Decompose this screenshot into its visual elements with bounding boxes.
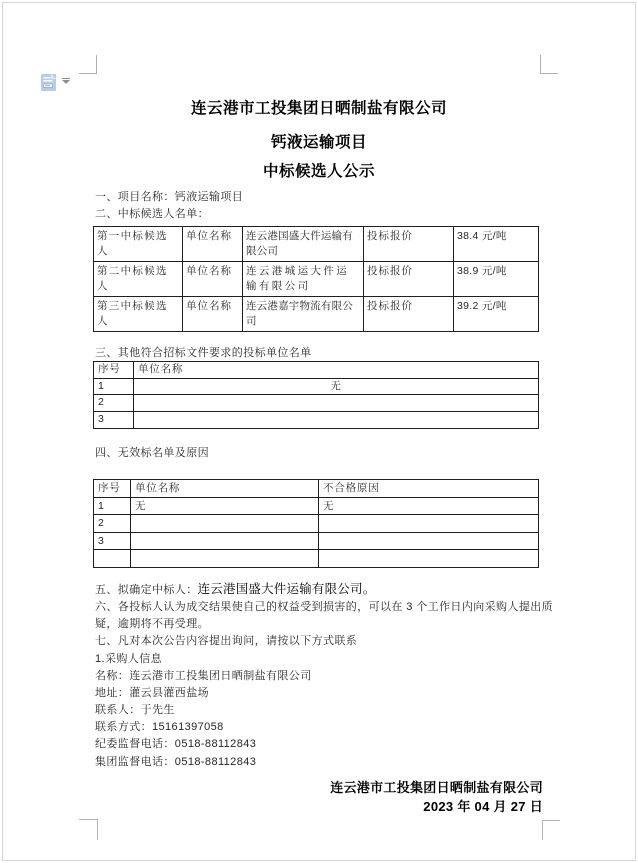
section-4-heading: 四、无效标名单及原因 (95, 447, 209, 459)
header-unit: 单位名称 (131, 480, 319, 498)
table-header-row (94, 480, 539, 498)
table-row (94, 227, 539, 262)
invalid-bids-table (93, 479, 539, 568)
crop-mark-top-left (79, 55, 97, 74)
cell-company: 连云港城运大件运输有限公司 (243, 262, 364, 297)
cell-price: 38.9 元/吨 (454, 262, 539, 297)
table-row (94, 395, 539, 412)
cell-company: 连云港嘉宇物流有限公司 (243, 297, 364, 332)
cell-company: 连云港国盛大件运输有限公司 (243, 227, 364, 262)
cell-price-label: 投标报价 (364, 297, 454, 332)
cell-no: 3 (94, 532, 131, 550)
doc-title-company: 连云港市工投集团日晒制盐有限公司 (190, 100, 447, 117)
crop-mark-bottom-right (542, 820, 560, 840)
table-row (94, 262, 539, 297)
cell-reason (319, 532, 539, 550)
section-5-confirmed-winner: 五、拟确定中标人：连云港国盛大件运输有限公司。 (95, 582, 376, 596)
section-6-line2: 疑，逾期将不再受理。 (95, 618, 209, 631)
cell-no (94, 550, 131, 568)
doc-title-announcement: 中标候选人公示 (262, 163, 375, 180)
purchaser-name: 名称：连云港市工投集团日晒制盐有限公司 (95, 669, 312, 682)
cell-reason (319, 515, 539, 533)
cell-reason: 无 (319, 497, 539, 515)
cell-rank: 第一中标候选人 (94, 227, 183, 262)
cell-no: 3 (94, 412, 134, 429)
cell-price-label: 投标报价 (364, 227, 454, 262)
cell-no: 1 (94, 497, 131, 515)
purchaser-address: 地址：灌云县灌西盐场 (95, 686, 209, 699)
purchaser-info-heading: 1.采购人信息 (95, 652, 162, 665)
table-row (94, 378, 539, 395)
section-2-candidate-list-heading: 二、中标候选人名单： (95, 208, 209, 220)
header-unit: 单位名称 (134, 362, 539, 379)
cell-unit-label: 单位名称 (183, 262, 243, 297)
cell-unit (134, 412, 539, 429)
cell-rank: 第二中标候选人 (94, 262, 183, 297)
crop-mark-top-right (540, 55, 558, 74)
signature-date: 2023 年 04 月 27 日 (423, 798, 543, 814)
cell-reason (319, 550, 539, 568)
signature-company: 连云港市工投集团日晒制盐有限公司 (330, 780, 543, 795)
cell-no: 2 (94, 395, 134, 412)
section-1-project-name: 一、项目名称：钙液运输项目 (95, 191, 244, 203)
cell-unit (131, 515, 319, 533)
group-supervision-phone: 集团监督电话：0518-88112843 (95, 755, 257, 768)
purchaser-contact-person: 联系人：于先生 (95, 704, 175, 717)
other-bidders-table (93, 361, 539, 429)
discipline-supervision-phone: 纪委监督电话：0518-88112843 (95, 738, 257, 751)
table-header-row (94, 362, 539, 379)
cell-unit (134, 395, 539, 412)
cell-no: 2 (94, 515, 131, 533)
cell-unit (131, 550, 319, 568)
section-3-heading: 三、其他符合招标文件要求的投标单位名单 (95, 347, 312, 359)
cell-unit-label: 单位名称 (183, 227, 243, 262)
cell-unit: 无 (131, 497, 319, 515)
section-6-line1: 六、各投标人认为成交结果使自己的权益受到损害的，可以在 3 个工作日内向采购人提出质 (95, 601, 554, 614)
doc-title-project: 钙液运输项目 (270, 134, 367, 151)
candidates-table (93, 226, 539, 332)
header-reason: 不合格原因 (319, 480, 539, 498)
cell-price-label: 投标报价 (364, 262, 454, 297)
paste-options-button[interactable] (39, 71, 73, 93)
cell-unit-label: 单位名称 (183, 297, 243, 332)
cell-no: 1 (94, 378, 134, 395)
header-no: 序号 (94, 480, 131, 498)
chevron-down-icon[interactable] (62, 78, 70, 79)
section-7-contact-note: 七、凡对本次公告内容提出询问，请按以下方式联系 (95, 635, 358, 648)
table-row (94, 297, 539, 332)
crop-mark-bottom-left (79, 819, 98, 840)
purchaser-phone: 联系方式：15161397058 (95, 721, 224, 734)
table-row (94, 515, 539, 533)
confirmed-winner-company: 连云港国盛大件运输有限公司。 (197, 582, 376, 596)
signature-block (330, 779, 543, 816)
cell-price: 38.4 元/吨 (454, 227, 539, 262)
table-row (94, 497, 539, 515)
cell-unit: 无 (134, 378, 539, 395)
cell-price: 39.2 元/吨 (454, 297, 539, 332)
cell-rank: 第三中标候选人 (94, 297, 183, 332)
table-row (94, 550, 539, 568)
table-row (94, 412, 539, 429)
cell-unit (131, 532, 319, 550)
table-row (94, 532, 539, 550)
header-no: 序号 (94, 362, 134, 379)
